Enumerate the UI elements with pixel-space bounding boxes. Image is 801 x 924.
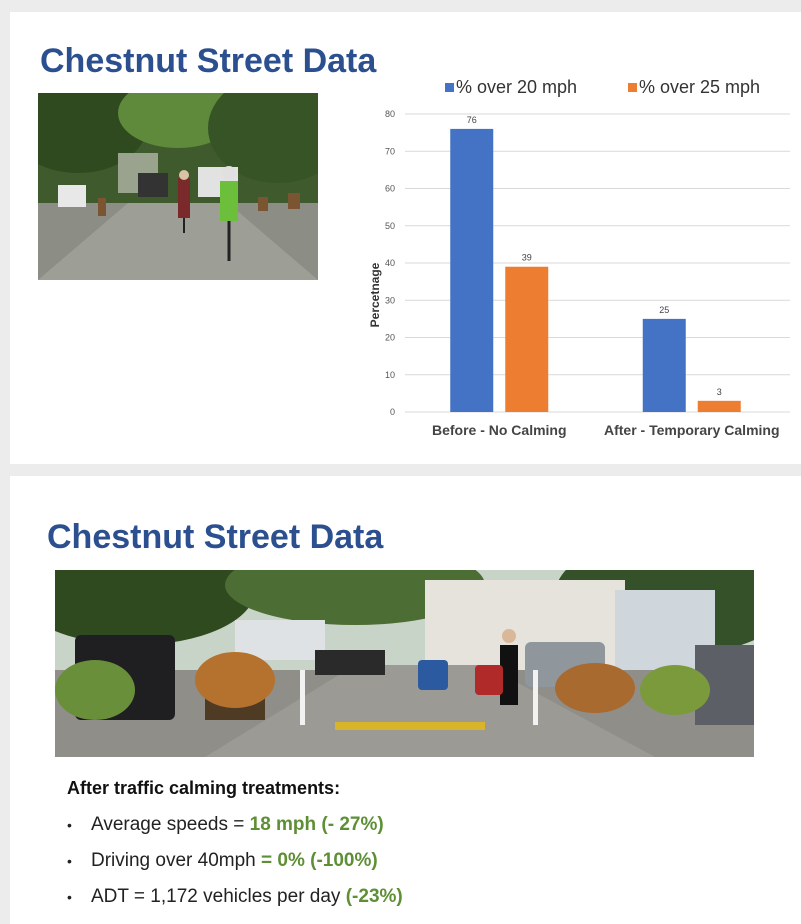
bar-over-25mph-after (698, 401, 741, 412)
legend-swatch-blue (445, 83, 454, 92)
y-tick-label: 40 (384, 258, 395, 268)
data-label: 25 (659, 304, 670, 315)
treatment-results-heading: After traffic calming treatments: (67, 778, 341, 798)
y-tick-label: 50 (384, 220, 395, 231)
x-category-label: Before - No Calming (431, 422, 567, 438)
bullet-text: Driving over 40mph (91, 850, 262, 871)
bullet-text: Average speeds = (91, 814, 250, 835)
y-tick-label: 0 (389, 407, 395, 417)
y-axis-title: Percetnage (368, 262, 382, 328)
bullet-dot: • (67, 888, 72, 905)
data-label: 3 (716, 386, 722, 397)
bullet-dot: • (67, 816, 72, 833)
chart-legend (445, 77, 760, 97)
bullet-highlight: (-23%) (345, 886, 403, 907)
slide-2 (10, 476, 801, 924)
bar-over-20mph-after (643, 319, 686, 412)
x-category-label: After - Temporary Calming (603, 422, 780, 438)
bullet-highlight: 18 mph (- 27%) (249, 814, 384, 835)
legend-label-series-1: % over 20 mph (456, 77, 578, 97)
bullet-dot: • (67, 852, 72, 869)
slide-1-title: Chestnut Street Data (40, 42, 377, 80)
bar-over-25mph-before (505, 267, 548, 412)
y-tick-label: 20 (384, 332, 395, 343)
y-tick-label: 80 (384, 109, 395, 119)
bar-over-20mph-before (450, 129, 493, 412)
bar-chart (350, 67, 790, 447)
y-tick-label: 70 (384, 146, 395, 157)
y-tick-label: 30 (384, 295, 395, 306)
bullet-highlight: = 0% (-100%) (261, 850, 378, 871)
data-label: 76 (466, 114, 477, 125)
slide-1 (10, 12, 801, 464)
street-photo-planters (55, 570, 754, 757)
y-tick-label: 60 (384, 183, 395, 194)
bullet-adt (67, 886, 403, 908)
bullet-text: ADT = 1,172 vehicles per day (91, 886, 346, 907)
bullet-average-speeds (67, 814, 384, 836)
legend-label-series-2: % over 25 mph (639, 77, 761, 97)
street-photo-cyclists (38, 93, 318, 280)
data-label: 39 (521, 252, 532, 263)
legend-swatch-orange (628, 83, 637, 92)
y-tick-label: 10 (384, 369, 395, 380)
slide-2-title: Chestnut Street Data (47, 518, 384, 556)
bullet-over-40mph (67, 850, 378, 872)
